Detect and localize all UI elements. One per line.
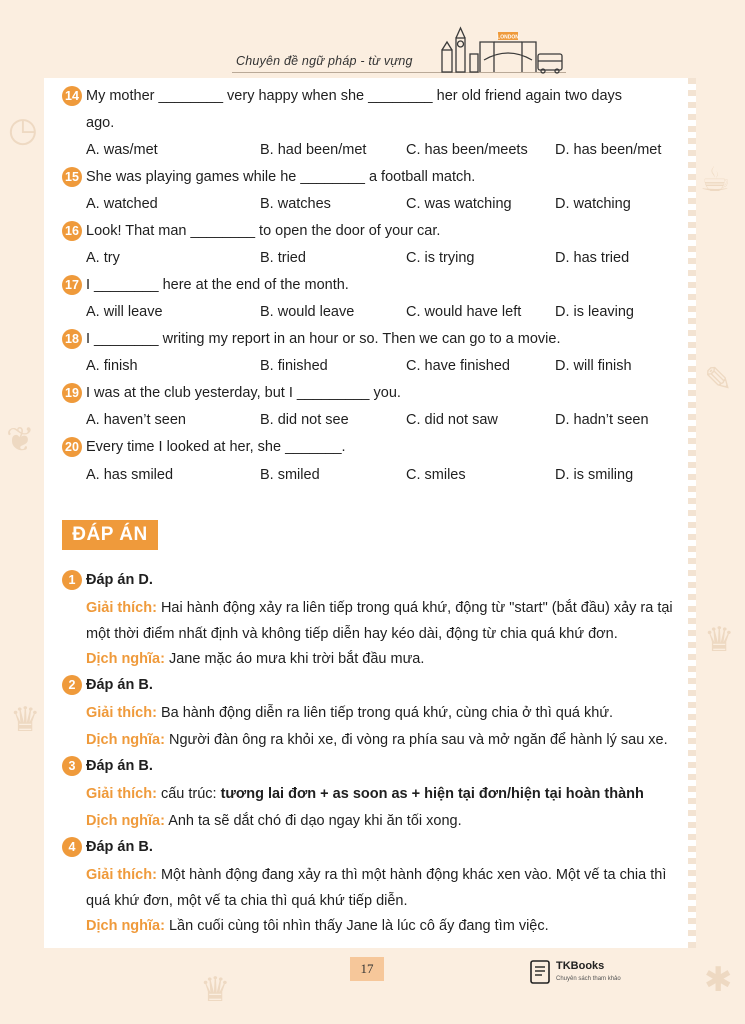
question-16-option-a: A. try [86,250,120,266]
london-skyline-icon [440,24,564,74]
header-title: Chuyên đề ngữ pháp - từ vựng [236,54,413,68]
question-16-option-d: D. has tried [555,250,630,266]
decor-flag-icon: ✱ [704,960,733,1000]
question-20-number: 20 [62,437,85,457]
question-18-stem: I ________ writing my report in an hour or so. Then we can go to a movie. [86,331,561,347]
explain-label: Giải thích: [86,786,157,802]
explain-label: Giải thích: [86,705,157,721]
question-16-number: 16 [62,221,85,241]
question-19-option-c: C. did not saw [406,412,498,428]
question-20-stem: Every time I looked at her, she _______. [86,439,346,455]
answer-1-translation: Dịch nghĩa: Jane mặc áo mưa khi trời bắt đầu mưa. [86,651,425,667]
question-15-option-c: C. was watching [406,196,512,212]
question-19-option-b: B. did not see [260,412,349,428]
question-20-option-b: B. smiled [260,467,320,483]
brand-name: TKBooks [556,960,605,972]
question-19-number: 19 [62,383,85,403]
question-17-option-d: D. is leaving [555,304,634,320]
answer-1-key: Đáp án D. [86,572,153,588]
question-15-stem: She was playing games while he ________ a football match. [86,169,476,185]
answer-3-key: Đáp án B. [86,758,153,774]
question-17-option-a: A. will leave [86,304,163,320]
answer-1-explanation: Giải thích: Hai hành động xảy ra liên tiếp trong quá khứ, động từ "start" (bắt đầu) xảy ra tại một thời điểm nhất định và không tiếp diễn hay kéo dài, động từ chia quá khứ đơn. [86,600,673,642]
question-17-stem: I ________ here at the end of the month. [86,277,349,293]
question-16-option-b: B. tried [260,250,306,266]
question-14-number: 14 [62,86,85,106]
answer-4-explanation: Giải thích: Một hành động đang xảy ra thì một hành động khác xen vào. Một vế ta chia thì quá khứ đơn, một vế ta chia thì quá khứ tiếp diễn. [86,867,667,909]
answer-4-translation: Dịch nghĩa: Lần cuối cùng tôi nhìn thấy Jane là lúc cô ấy đang tìm việc. [86,918,549,934]
question-15-option-d: D. watching [555,196,631,212]
question-20-option-a: A. has smiled [86,467,174,483]
answer-4-number: 4 [62,837,82,857]
question-16-stem: Look! That man ________ to open the door of your car. [86,223,441,239]
question-17-option-c: C. would have left [406,304,522,320]
question-14-option-c: C. has been/meets [406,142,528,158]
answer-2-explanation: Giải thích: Ba hành động diễn ra liên tiếp trong quá khứ, cùng chia ở thì quá khứ. [86,705,614,721]
question-15-number: 15 [62,167,85,187]
paper-torn-edge [688,78,696,948]
answers-heading: ĐÁP ÁN [62,520,158,550]
question-14-stem-cont: ago. [86,115,115,131]
translate-label: Dịch nghĩa: [86,651,165,667]
decor-crown-icon-right: ♛ [704,620,735,660]
translate-label: Dịch nghĩa: [86,813,165,829]
explain-label: Giải thích: [86,867,157,883]
explain-label: Giải thích: [86,600,157,616]
translate-label: Dịch nghĩa: [86,918,165,934]
decor-clock-icon: ◷ [8,110,38,150]
decor-teapot-icon: ☕ [700,160,731,200]
question-17-option-b: B. would leave [260,304,355,320]
question-18-number: 18 [62,329,85,349]
skyline-sign: LONDON [497,34,519,41]
answer-1-number: 1 [62,570,82,590]
question-16-option-c: C. is trying [406,250,475,266]
answer-3-translation: Dịch nghĩa: Anh ta sẽ dắt chó đi dạo ngay khi ăn tối xong. [86,813,462,829]
decor-book-icon: ✎ [704,360,733,400]
answer-4-key: Đáp án B. [86,839,153,855]
question-19-option-d: D. hadn’t seen [555,412,649,428]
question-18-option-a: A. finish [86,358,138,374]
question-14-option-d: D. has been/met [555,142,662,158]
question-19-option-a: A. haven’t seen [86,412,186,428]
question-20-option-d: D. is smiling [555,467,634,483]
answer-3-number: 3 [62,756,82,776]
question-14-stem: My mother ________ very happy when she ________ her old friend again two days [86,88,623,104]
answer-2-translation: Dịch nghĩa: Người đàn ông ra khỏi xe, đi vòng ra phía sau và mở ngăn để hành lý sau xe. [86,732,668,748]
answer-3-explanation: Giải thích: cấu trúc: tương lai đơn + as soon as + hiện tại đơn/hiện tại hoàn thành [86,786,644,802]
question-18-option-c: C. have finished [406,358,510,374]
question-18-option-b: B. finished [260,358,328,374]
brand-tagline: Chuyên sách tham khảo [556,976,621,982]
answer-2-number: 2 [62,675,82,695]
decor-crown-bottom-icon: ♛ [200,970,231,1010]
decor-leaf-icon: ❦ [6,420,35,460]
question-14-option-a: A. was/met [86,142,158,158]
question-14-option-b: B. had been/met [260,142,367,158]
question-18-option-d: D. will finish [555,358,632,374]
decor-crown-icon: ♛ [10,700,41,740]
translate-label: Dịch nghĩa: [86,732,165,748]
page-number: 17 [350,957,384,981]
tkbooks-logo-icon [528,958,552,986]
question-15-option-b: B. watches [260,196,331,212]
question-19-stem: I was at the club yesterday, but I _________ you. [86,385,401,401]
question-15-option-a: A. watched [86,196,158,212]
question-20-option-c: C. smiles [406,467,466,483]
answer-2-key: Đáp án B. [86,677,153,693]
question-17-number: 17 [62,275,85,295]
